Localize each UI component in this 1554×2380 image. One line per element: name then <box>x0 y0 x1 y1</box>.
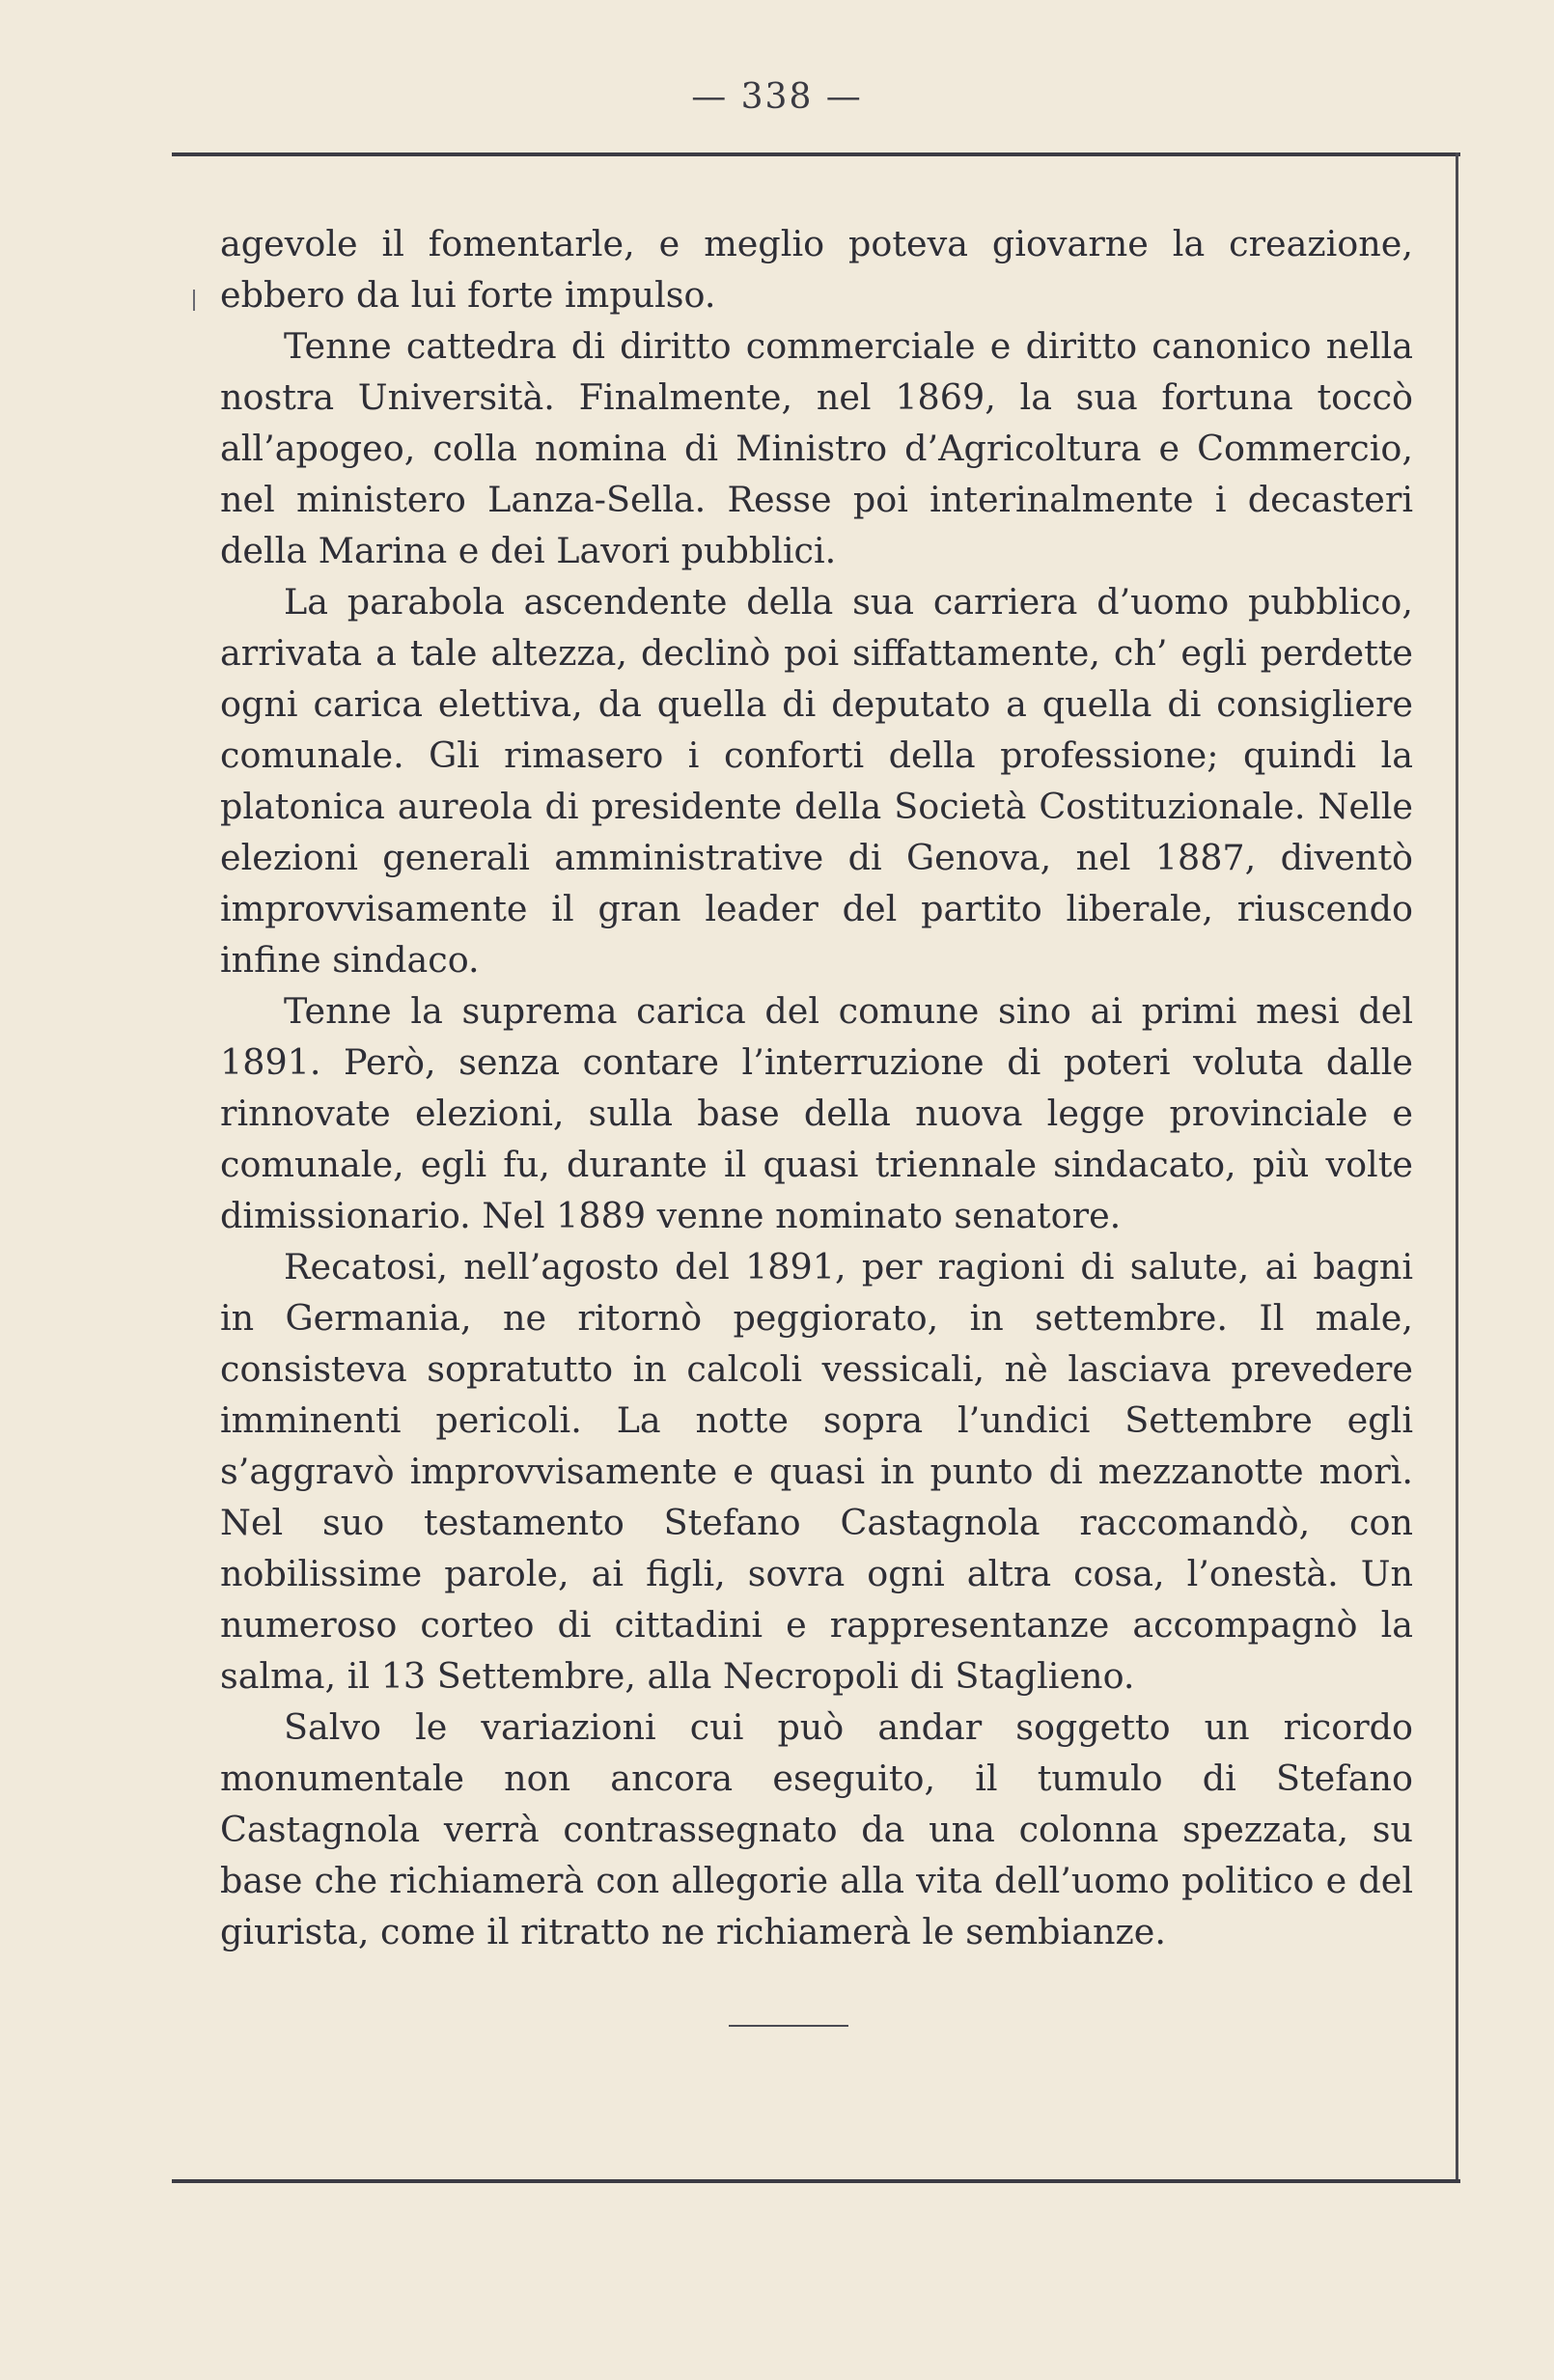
top-rule <box>172 152 1460 156</box>
end-rule <box>729 2025 848 2027</box>
margin-mark <box>193 290 195 311</box>
bottom-rule <box>172 2179 1460 2183</box>
paragraph-recatosi: Recatosi, nell’agosto del 1891, per ragioni di salute, ai bagni in Germania, ne ritornò peggiorato, in settembre. Il male, consisteva sopratutto in calcoli vessicali, nè lasciava prevedere imminenti pericoli. La notte sopra l’undici Settembre egli s’aggravò improvvisamente e quasi in punto di mezzanotte morì. Nel suo testamento Stefano Castagnola raccomandò, con nobilissime parole, ai figli, sovra ogni altra cosa, l’onestà. Un numeroso corteo di cittadini e rappresentanze accompagnò la salma, il 13 Settembre, alla Necropoli di Staglieno. <box>220 1246 1413 1697</box>
body-text <box>220 218 1413 1957</box>
paragraph-salvo: Salvo le variazioni cui può andar soggetto un ricordo monumentale non ancora eseguito, il tumulo di Stefano Castagnola verrà contrassegnato da una colonna spezzata, su base che richiamerà con allegorie alla vita dell’uomo politico e del giurista, come il ritratto ne richiamerà le sembianze. <box>220 1706 1413 1952</box>
right-border-rule <box>1456 152 1458 2183</box>
paragraph-parabola: La parabola ascendente della sua carriera d’uomo pubblico, arrivata a tale altezza, declinò poi siffattamente, ch’ egli perdette ogni carica elettiva, da quella di deputato a quella di consigliere comunale. Gli rimasero i conforti della professione; quindi la platonica aureola di presidente della Società Costituzionale. Nelle elezioni generali amministrative di Genova, nel 1887, diventò improvvisamente il gran leader del partito liberale, riuscendo infine sindaco. <box>220 581 1413 981</box>
paragraph-cattedra: Tenne cattedra di diritto commerciale e diritto canonico nella nostra Università. Finalmente, nel 1869, la sua fortuna toccò all’apogeo, colla nomina di Ministro d’Agricoltura e Commercio, nel ministero Lanza-Sella. Resse poi interinalmente i decasteri della Marina e dei Lavori pubblici. <box>220 325 1413 571</box>
paragraph-suprema-carica: Tenne la suprema carica del comune sino ai primi mesi del 1891. Però, senza contare l’interruzione di poteri voluta dalle rinnovate elezioni, sulla base della nuova legge provinciale e comunale, egli fu, durante il quasi triennale sindacato, più volte dimissionario. Nel 1889 venne nominato senatore. <box>220 990 1413 1236</box>
page-number: — 338 — <box>691 77 863 117</box>
paragraph-continuation: agevole il fomentarle, e meglio poteva giovarne la creazione, ebbero da lui forte impulso. <box>220 223 1413 316</box>
